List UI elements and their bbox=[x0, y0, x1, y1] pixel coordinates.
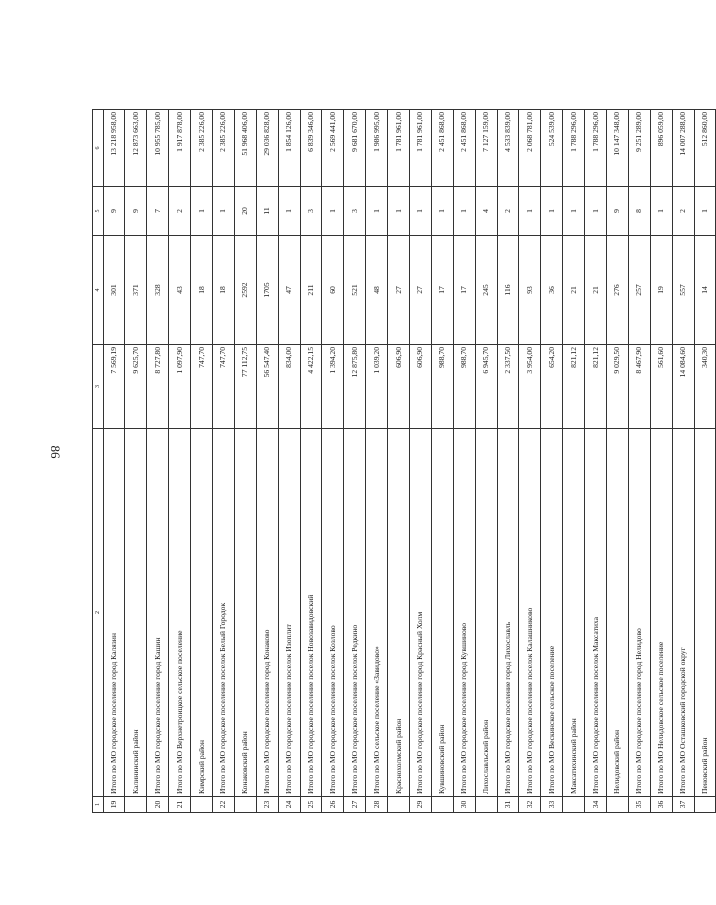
row-area: 6 945,70 bbox=[475, 345, 497, 429]
row-count: 257 bbox=[628, 236, 650, 345]
row-units: 3 bbox=[300, 187, 322, 236]
row-name: Кувшиновский район bbox=[431, 429, 453, 797]
table-row bbox=[344, 110, 366, 813]
row-count: 328 bbox=[147, 236, 169, 345]
table-row bbox=[300, 110, 322, 813]
row-count: 93 bbox=[519, 236, 541, 345]
row-units: 1 bbox=[694, 187, 716, 236]
table-row bbox=[650, 110, 672, 813]
row-count: 371 bbox=[125, 236, 147, 345]
row-count: 36 bbox=[541, 236, 563, 345]
row-name: Итого по МО городское поселение город Красный Холм bbox=[409, 429, 431, 797]
row-name: Итого по МО городское поселение поселок Изоплит bbox=[278, 429, 300, 797]
row-area: 747,70 bbox=[191, 345, 213, 429]
row-units: 20 bbox=[234, 187, 256, 236]
row-amount: 2 385 226,00 bbox=[191, 110, 213, 187]
row-area: 3 954,00 bbox=[519, 345, 541, 429]
row-name: Конаковский район bbox=[234, 429, 256, 797]
row-area: 1 394,20 bbox=[322, 345, 344, 429]
table-row bbox=[169, 110, 191, 813]
row-count: 21 bbox=[563, 236, 585, 345]
row-units: 1 bbox=[409, 187, 431, 236]
row-number: 25 bbox=[300, 797, 322, 813]
row-amount: 9 251 289,00 bbox=[628, 110, 650, 187]
row-number: 28 bbox=[366, 797, 388, 813]
table-row bbox=[431, 110, 453, 813]
row-name: Итого по МО городское поселение город Калязин bbox=[103, 429, 125, 797]
table-row bbox=[585, 110, 607, 813]
row-count: 14 bbox=[694, 236, 716, 345]
table-row bbox=[606, 110, 628, 813]
row-units: 1 bbox=[431, 187, 453, 236]
row-units: 9 bbox=[606, 187, 628, 236]
row-area: 56 547,40 bbox=[256, 345, 278, 429]
row-area: 2 337,50 bbox=[497, 345, 519, 429]
row-number bbox=[475, 797, 497, 813]
row-units: 1 bbox=[322, 187, 344, 236]
row-name: Краснохолмский район bbox=[388, 429, 410, 797]
row-number: 27 bbox=[344, 797, 366, 813]
row-area: 1 097,90 bbox=[169, 345, 191, 429]
page-number: 86 bbox=[48, 445, 63, 459]
row-amount: 1 917 878,00 bbox=[169, 110, 191, 187]
row-units: 1 bbox=[541, 187, 563, 236]
row-amount: 10 147 348,00 bbox=[606, 110, 628, 187]
table-row bbox=[212, 110, 234, 813]
row-count: 21 bbox=[585, 236, 607, 345]
row-units: 2 bbox=[169, 187, 191, 236]
row-amount: 12 873 663,00 bbox=[125, 110, 147, 187]
row-name: Максатихинский район bbox=[563, 429, 585, 797]
table-row bbox=[256, 110, 278, 813]
table-row bbox=[322, 110, 344, 813]
row-number bbox=[694, 797, 716, 813]
row-area: 8 467,90 bbox=[628, 345, 650, 429]
row-amount: 6 839 346,00 bbox=[300, 110, 322, 187]
row-area: 77 112,75 bbox=[234, 345, 256, 429]
row-name: Итого по МО сельское поселение «Завидово» bbox=[366, 429, 388, 797]
row-number bbox=[191, 797, 213, 813]
row-amount: 29 036 828,00 bbox=[256, 110, 278, 187]
row-area: 654,20 bbox=[541, 345, 563, 429]
data-table bbox=[92, 109, 716, 813]
row-amount: 4 533 839,00 bbox=[497, 110, 519, 187]
table-row bbox=[672, 110, 694, 813]
table-row bbox=[191, 110, 213, 813]
row-units: 11 bbox=[256, 187, 278, 236]
row-units: 7 bbox=[147, 187, 169, 236]
table-row bbox=[519, 110, 541, 813]
row-amount: 896 059,00 bbox=[650, 110, 672, 187]
row-number: 24 bbox=[278, 797, 300, 813]
row-count: 1705 bbox=[256, 236, 278, 345]
row-name: Итого по МО Осташковский городской округ bbox=[672, 429, 694, 797]
row-count: 17 bbox=[453, 236, 475, 345]
table-row bbox=[453, 110, 475, 813]
row-number: 20 bbox=[147, 797, 169, 813]
row-count: 116 bbox=[497, 236, 519, 345]
row-amount: 2 385 226,00 bbox=[212, 110, 234, 187]
row-area: 9 625,70 bbox=[125, 345, 147, 429]
row-number: 23 bbox=[256, 797, 278, 813]
column-number-row bbox=[93, 110, 104, 813]
row-area: 12 875,80 bbox=[344, 345, 366, 429]
row-units: 1 bbox=[278, 187, 300, 236]
row-name: Кимрский район bbox=[191, 429, 213, 797]
row-area: 747,70 bbox=[212, 345, 234, 429]
row-count: 27 bbox=[388, 236, 410, 345]
row-count: 47 bbox=[278, 236, 300, 345]
row-count: 17 bbox=[431, 236, 453, 345]
column-number: 5 bbox=[93, 187, 104, 236]
row-count: 60 bbox=[322, 236, 344, 345]
row-units: 1 bbox=[453, 187, 475, 236]
column-number: 1 bbox=[93, 797, 104, 813]
row-number: 34 bbox=[585, 797, 607, 813]
row-count: 276 bbox=[606, 236, 628, 345]
row-amount: 1 854 126,00 bbox=[278, 110, 300, 187]
row-number bbox=[431, 797, 453, 813]
row-amount: 13 218 958,00 bbox=[103, 110, 125, 187]
row-units: 8 bbox=[628, 187, 650, 236]
row-name: Итого по МО Нелидовское сельское поселение bbox=[650, 429, 672, 797]
row-name: Лихославльский район bbox=[475, 429, 497, 797]
row-units: 4 bbox=[475, 187, 497, 236]
column-number: 6 bbox=[93, 110, 104, 187]
row-amount: 1 781 961,00 bbox=[409, 110, 431, 187]
row-name: Итого по МО городское поселение поселок Максатиха bbox=[585, 429, 607, 797]
row-number: 37 bbox=[672, 797, 694, 813]
row-units: 1 bbox=[388, 187, 410, 236]
row-number: 36 bbox=[650, 797, 672, 813]
row-count: 18 bbox=[191, 236, 213, 345]
row-number bbox=[388, 797, 410, 813]
table-row bbox=[628, 110, 650, 813]
row-number: 22 bbox=[212, 797, 234, 813]
table-row bbox=[103, 110, 125, 813]
row-amount: 14 007 288,00 bbox=[672, 110, 694, 187]
row-number: 35 bbox=[628, 797, 650, 813]
row-number: 21 bbox=[169, 797, 191, 813]
row-count: 18 bbox=[212, 236, 234, 345]
row-area: 561,60 bbox=[650, 345, 672, 429]
row-units: 3 bbox=[344, 187, 366, 236]
row-amount: 2 451 868,00 bbox=[431, 110, 453, 187]
row-number: 29 bbox=[409, 797, 431, 813]
table-body bbox=[93, 110, 716, 813]
row-amount: 9 681 670,00 bbox=[344, 110, 366, 187]
table-row bbox=[497, 110, 519, 813]
row-count: 48 bbox=[366, 236, 388, 345]
table-row bbox=[234, 110, 256, 813]
table-row bbox=[388, 110, 410, 813]
table-row bbox=[147, 110, 169, 813]
column-number: 2 bbox=[93, 429, 104, 797]
row-amount: 1 781 961,00 bbox=[388, 110, 410, 187]
row-amount: 7 127 159,00 bbox=[475, 110, 497, 187]
row-area: 606,90 bbox=[409, 345, 431, 429]
row-name: Итого по МО городское поселение поселок Редкино bbox=[344, 429, 366, 797]
row-amount: 2 068 781,00 bbox=[519, 110, 541, 187]
row-amount: 1 986 995,00 bbox=[366, 110, 388, 187]
row-number bbox=[563, 797, 585, 813]
row-name: Итого по МО городское поселение город Нелидово bbox=[628, 429, 650, 797]
row-name: Пеновский район bbox=[694, 429, 716, 797]
row-units: 1 bbox=[585, 187, 607, 236]
row-count: 245 bbox=[475, 236, 497, 345]
row-count: 211 bbox=[300, 236, 322, 345]
row-name: Итого по МО городское поселение поселок Калашниково bbox=[519, 429, 541, 797]
row-count: 43 bbox=[169, 236, 191, 345]
row-name: Итого по МО городское поселение поселок Белый Городок bbox=[212, 429, 234, 797]
row-name: Итого по МО городское поселение поселок Козлово bbox=[322, 429, 344, 797]
row-amount: 512 860,00 bbox=[694, 110, 716, 187]
row-units: 1 bbox=[519, 187, 541, 236]
row-area: 988,70 bbox=[453, 345, 475, 429]
row-number: 33 bbox=[541, 797, 563, 813]
row-units: 1 bbox=[212, 187, 234, 236]
row-amount: 2 451 868,00 bbox=[453, 110, 475, 187]
row-name: Итого по МО городское поселение город Лихославль bbox=[497, 429, 519, 797]
row-count: 301 bbox=[103, 236, 125, 345]
row-units: 9 bbox=[103, 187, 125, 236]
row-name: Итого по МО городское поселение поселок Новозавидовский bbox=[300, 429, 322, 797]
row-area: 821,12 bbox=[585, 345, 607, 429]
row-area: 606,90 bbox=[388, 345, 410, 429]
table-row bbox=[563, 110, 585, 813]
row-number: 26 bbox=[322, 797, 344, 813]
row-count: 557 bbox=[672, 236, 694, 345]
rotated-table-container bbox=[92, 110, 709, 813]
table-row bbox=[694, 110, 716, 813]
row-name: Нелидовский район bbox=[606, 429, 628, 797]
row-area: 834,00 bbox=[278, 345, 300, 429]
row-name: Итого по МО городское поселение город Кувшиново bbox=[453, 429, 475, 797]
row-number bbox=[125, 797, 147, 813]
row-area: 340,30 bbox=[694, 345, 716, 429]
row-amount: 524 539,00 bbox=[541, 110, 563, 187]
row-number bbox=[234, 797, 256, 813]
row-amount: 51 968 406,00 bbox=[234, 110, 256, 187]
table-row bbox=[278, 110, 300, 813]
table-row bbox=[125, 110, 147, 813]
table-row bbox=[409, 110, 431, 813]
row-area: 988,70 bbox=[431, 345, 453, 429]
row-number: 31 bbox=[497, 797, 519, 813]
row-area: 8 727,80 bbox=[147, 345, 169, 429]
row-name: Итого по МО городское поселение город Кашин bbox=[147, 429, 169, 797]
row-amount: 1 788 296,00 bbox=[585, 110, 607, 187]
row-number: 32 bbox=[519, 797, 541, 813]
row-area: 14 084,60 bbox=[672, 345, 694, 429]
row-amount: 10 955 785,00 bbox=[147, 110, 169, 187]
row-units: 9 bbox=[125, 187, 147, 236]
row-units: 1 bbox=[563, 187, 585, 236]
row-name: Калининский район bbox=[125, 429, 147, 797]
column-number: 3 bbox=[93, 345, 104, 429]
table-row bbox=[541, 110, 563, 813]
row-area: 7 569,19 bbox=[103, 345, 125, 429]
table-row bbox=[366, 110, 388, 813]
row-area: 4 422,15 bbox=[300, 345, 322, 429]
row-units: 2 bbox=[497, 187, 519, 236]
row-area: 1 039,20 bbox=[366, 345, 388, 429]
row-count: 2592 bbox=[234, 236, 256, 345]
row-units: 1 bbox=[650, 187, 672, 236]
row-amount: 1 788 296,00 bbox=[563, 110, 585, 187]
table-row bbox=[475, 110, 497, 813]
row-number: 19 bbox=[103, 797, 125, 813]
row-name: Итого по МО городское поселение город Конаково bbox=[256, 429, 278, 797]
row-number bbox=[606, 797, 628, 813]
row-area: 821,12 bbox=[563, 345, 585, 429]
row-count: 27 bbox=[409, 236, 431, 345]
row-name: Итого по МО Вескинское сельское поселение bbox=[541, 429, 563, 797]
row-units: 2 bbox=[672, 187, 694, 236]
row-count: 19 bbox=[650, 236, 672, 345]
row-area: 9 029,50 bbox=[606, 345, 628, 429]
column-number: 4 bbox=[93, 236, 104, 345]
row-count: 521 bbox=[344, 236, 366, 345]
row-units: 1 bbox=[366, 187, 388, 236]
row-name: Итого по МО Верхнетроицкое сельское поселение bbox=[169, 429, 191, 797]
row-units: 1 bbox=[191, 187, 213, 236]
row-amount: 2 569 441,00 bbox=[322, 110, 344, 187]
row-number: 30 bbox=[453, 797, 475, 813]
